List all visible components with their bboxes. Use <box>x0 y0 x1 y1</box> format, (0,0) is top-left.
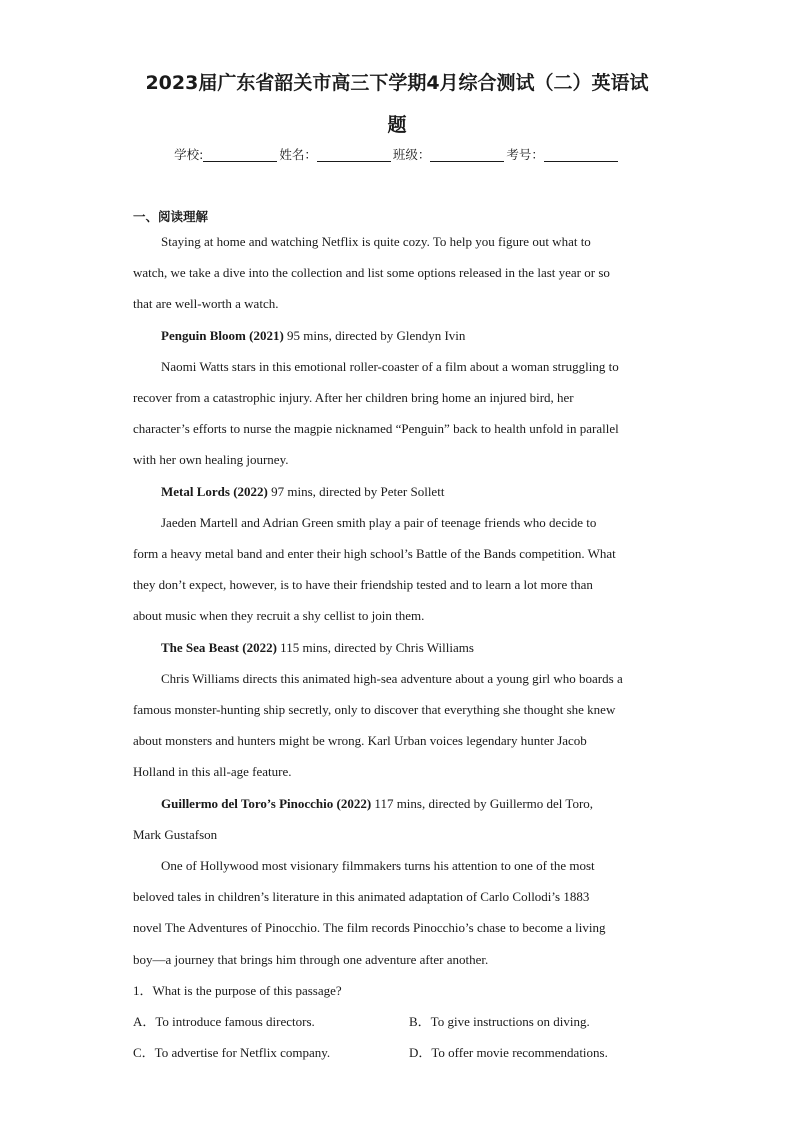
intro-line-1: Staying at home and watching Netflix is quite cozy. To help you figure out what to <box>161 234 591 249</box>
option-b[interactable]: B．To give instructions on diving. <box>409 1014 590 1029</box>
name-blank[interactable] <box>317 147 391 162</box>
school-label: 学校: <box>174 147 204 162</box>
intro-line-3: that are well-worth a watch. <box>133 296 279 311</box>
document-title-line-1: 2023届广东省韶关市高三下学期4月综合测试（二）英语试 <box>145 72 649 94</box>
movie-title: Metal Lords (2022) <box>161 484 268 499</box>
movie-desc-line: beloved tales in children’s literature in this animated adaptation of Carlo Collodi’s 1883 <box>133 889 590 904</box>
movie-desc-line: about monsters and hunters might be wrong. Karl Urban voices legendary hunter Jacob <box>133 733 587 748</box>
movie-desc-line: they don’t expect, however, is to have their friendship tested and to learn a lot more than <box>133 577 593 592</box>
movie-desc-line: boy—a journey that brings him through one adventure after another. <box>133 952 489 967</box>
movie-meta: 95 mins, directed by Glendyn Ivin <box>283 328 466 343</box>
movie-heading <box>161 639 663 657</box>
option-a[interactable]: A．To introduce famous directors. <box>133 1014 315 1029</box>
movie-title: The Sea Beast (2022) <box>161 640 277 655</box>
school-blank[interactable] <box>203 147 277 162</box>
movie-meta: 117 mins, directed by Guillermo del Toro, <box>371 796 594 811</box>
movie-title: Penguin Bloom (2021) <box>161 328 284 343</box>
document-title-line-2: 题 <box>387 114 407 136</box>
movie-desc-line: with her own healing journey. <box>133 452 289 467</box>
exam-number-label: 考号： <box>506 147 544 162</box>
name-label: 姓名： <box>279 147 317 162</box>
movie-desc-line: Holland in this all-age feature. <box>133 764 292 779</box>
movie-title: Guillermo del Toro’s Pinocchio (2022) <box>161 796 372 811</box>
question-stem: 1．What is the purpose of this passage? <box>133 983 342 998</box>
student-info-row <box>0 145 794 163</box>
exam-number-blank[interactable] <box>544 147 618 162</box>
movie-desc-line: Naomi Watts stars in this emotional roller-coaster of a film about a woman struggling to <box>161 359 619 374</box>
option-d[interactable]: D．To offer movie recommendations. <box>409 1045 608 1060</box>
movie-desc-line: Chris Williams directs this animated high-sea adventure about a young girl who boards a <box>161 671 623 686</box>
movie-desc-line: recover from a catastrophic injury. After her children bring home an injured bird, her <box>133 390 574 405</box>
movie-desc-line: form a heavy metal band and enter their high school’s Battle of the Bands competition. What <box>133 546 616 561</box>
movie-desc-line: Jaeden Martell and Adrian Green smith play a pair of teenage friends who decide to <box>161 515 597 530</box>
movie-heading <box>161 483 663 501</box>
movie-meta: 97 mins, directed by Peter Sollett <box>267 484 445 499</box>
movie-desc-line: novel The Adventures of Pinocchio. The film records Pinocchio’s chase to become a living <box>133 920 606 935</box>
movie-desc-line: about music when they recruit a shy cellist to join them. <box>133 608 425 623</box>
class-blank[interactable] <box>430 147 504 162</box>
movie-desc-line: famous monster-hunting ship secretly, only to discover that everything she thought she knew <box>133 702 616 717</box>
class-label: 班级： <box>392 147 431 162</box>
option-c[interactable]: C．To advertise for Netflix company. <box>133 1045 331 1060</box>
section-heading: 一、阅读理解 <box>133 209 209 224</box>
movie-meta-continued: Mark Gustafson <box>133 827 218 842</box>
intro-line-2: watch, we take a dive into the collection and list some options released in the last year or so <box>133 265 610 280</box>
movie-meta: 115 mins, directed by Chris Williams <box>276 640 474 655</box>
movie-heading <box>161 327 663 345</box>
movie-desc-line: One of Hollywood most visionary filmmakers turns his attention to one of the most <box>161 858 595 873</box>
movie-desc-line: character’s efforts to nurse the magpie nicknamed “Penguin” back to health unfold in parallel <box>133 421 619 436</box>
movie-heading <box>161 795 663 813</box>
